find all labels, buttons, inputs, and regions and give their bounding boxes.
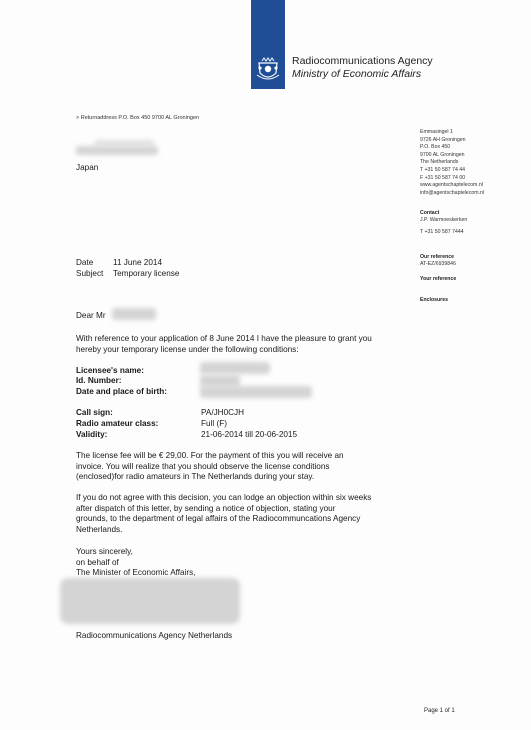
salutation: Dear Mr: [76, 311, 106, 320]
date-value: 11 June 2014: [113, 258, 163, 267]
validity-label: Validity:: [76, 430, 108, 439]
intro-paragraph: [76, 334, 372, 355]
fee-line: The license fee will be € 29,00. For the payment of this you will receive an: [76, 451, 344, 460]
address-line: 9726 AH Groningen: [420, 136, 466, 143]
email-link[interactable]: info@agentschaptelecom.nl: [420, 189, 485, 196]
callsign-value: PA/JH0CJH: [201, 408, 245, 417]
phone-line: T +31 50 587 74 44: [420, 166, 466, 173]
sender-address-block: [420, 129, 484, 197]
subject-label: Subject: [76, 269, 104, 278]
contact-phone: T +31 50 587 7444: [420, 229, 464, 235]
contact-name: J.P. Warmoeskerken: [420, 217, 468, 223]
recipient-country: Japan: [76, 163, 99, 172]
birth-label: Date and place of birth:: [76, 387, 167, 396]
address-line: The Netherlands: [420, 159, 459, 166]
subject-value: Temporary license: [113, 269, 180, 278]
objection-line: Netherlands.: [76, 524, 123, 534]
ministry-name: Ministry of Economic Affairs: [292, 68, 422, 80]
agency-name: Radiocommunications Agency: [292, 55, 433, 67]
birth-redacted: [200, 386, 312, 398]
class-label: Radio amateur class:: [76, 419, 159, 428]
date-label: Date: [76, 258, 94, 267]
our-reference-label: Our reference: [420, 254, 455, 260]
your-reference-label: Your reference: [420, 276, 457, 282]
signature-organisation: Radiocommunications Agency Netherlands: [76, 631, 233, 640]
enclosures-label: Enclosures: [420, 297, 448, 303]
fee-line: (enclosed)for radio amateurs in The Netherlands during your stay.: [76, 472, 315, 482]
class-value: Full (F): [201, 419, 227, 428]
fee-line: invoice. You will realize that you should observe the license conditions: [76, 461, 330, 471]
id-number-label: Id. Number:: [76, 376, 122, 385]
recipient-name-redacted: [94, 140, 154, 146]
address-line: 9700 AL Groningen: [420, 151, 465, 158]
objection-paragraph: [76, 493, 371, 535]
licensee-name-label: Licensee's name:: [76, 366, 144, 375]
closing-line: on behalf of: [76, 557, 119, 567]
page-number: Page 1 of 1: [424, 708, 455, 714]
signature-redacted: [60, 578, 240, 624]
closing-line: Yours sincerely,: [76, 547, 133, 556]
callsign-label: Call sign:: [76, 408, 113, 417]
contact-label: Contact: [420, 210, 440, 216]
recipient-address-redacted: [76, 146, 158, 155]
address-line: Emmasingel 1: [420, 129, 453, 135]
closing-line: The Minister of Economic Affairs,: [76, 568, 196, 578]
objection-line: grounds, to the department of legal affairs of the Radiocommuncations Agency: [76, 514, 361, 524]
our-reference-value: AT-EZ/6939846: [420, 261, 456, 267]
objection-line: after dispatch of this letter, by sending a notice of objection, stating your: [76, 503, 336, 513]
intro-line: With reference to your application of 8 June 2014 I have the pleasure to grant you: [76, 334, 372, 343]
objection-line: If you do not agree with this decision, you can lodge an objection within six weeks: [76, 493, 372, 502]
validity-value: 21-06-2014 till 20-06-2015: [201, 430, 298, 439]
licensee-name-redacted: [200, 362, 270, 374]
closing-block: [76, 547, 196, 579]
fee-paragraph: [76, 451, 344, 483]
fax-line: F +31 50 587 74 00: [420, 174, 466, 181]
website-link[interactable]: www.agentschaptelecom.nl: [420, 182, 483, 189]
coat-of-arms-icon: [255, 57, 281, 83]
intro-line: hereby your temporary license under the following conditions:: [76, 344, 299, 354]
return-address: > Returnaddress P.O. Box 450 9700 AL Groningen: [76, 115, 200, 121]
address-line: P.O. Box 450: [420, 144, 451, 151]
addressee-name-redacted: [112, 308, 156, 320]
